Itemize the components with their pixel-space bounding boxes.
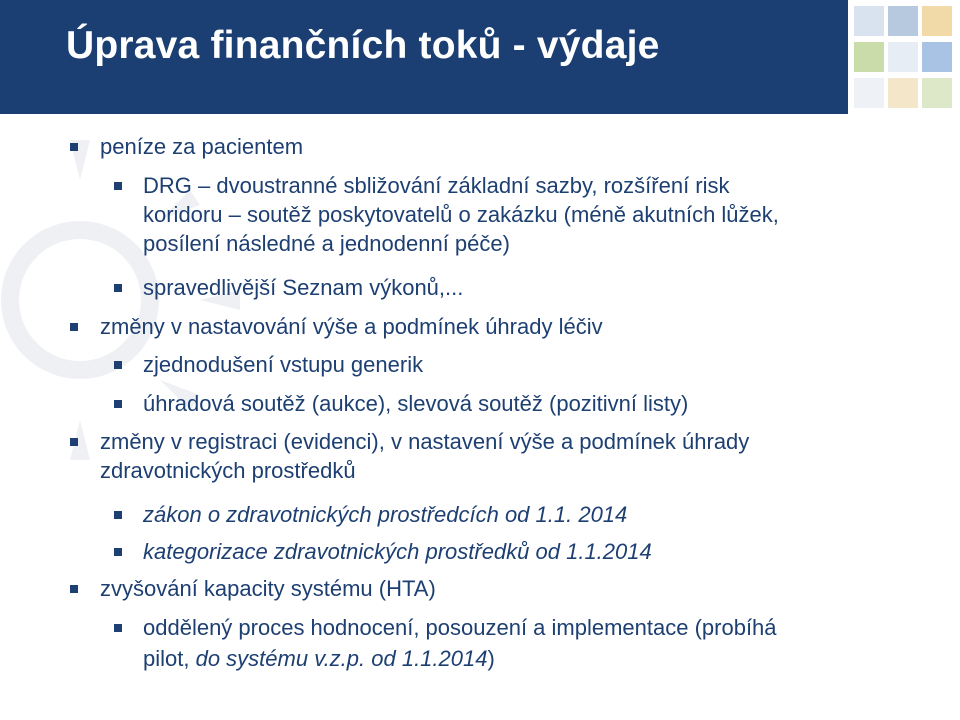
bullet-text: úhradová soutěž (aukce), slevová soutěž (pozitivní listy) [143, 391, 689, 416]
bullet-text: zjednodušení vstupu generik [143, 352, 424, 377]
text-segment: pilot, [143, 646, 196, 671]
bullet-marker [114, 511, 122, 519]
bullet-marker [70, 323, 78, 331]
bullet-text-continuation: koridoru – soutěž poskytovatelů o zakázku (méně akutních lůžek, [143, 202, 779, 227]
bullet-text: změny v registraci (evidenci), v nastavení výše a podmínek úhrady [100, 429, 750, 454]
bullet-marker [114, 284, 122, 292]
bullet-marker [114, 624, 122, 632]
bullet-marker [70, 585, 78, 593]
bullet-text: změny v nastavování výše a podmínek úhrady léčiv [100, 314, 603, 339]
slide-title: Úprava finančních toků - výdaje [66, 24, 660, 67]
text-segment-italic: do systému v.z.p. od 1.1.2014 [195, 646, 488, 671]
bullet-marker [114, 400, 122, 408]
bullet-text-continuation: zdravotnických prostředků [100, 458, 356, 483]
bullet-marker [70, 143, 78, 151]
bullet-text: DRG – dvoustranné sbližování základní sazby, rozšíření risk [143, 173, 730, 198]
bullet-marker [70, 438, 78, 446]
bullet-marker [114, 548, 122, 556]
bullet-text: zvyšování kapacity systému (HTA) [100, 576, 436, 601]
bullet-marker [114, 361, 122, 369]
bullet-marker [114, 182, 122, 190]
text-segment: ) [487, 646, 495, 671]
bullet-text: kategorizace zdravotnických prostředků od 1.1.2014 [143, 539, 652, 564]
bullet-text: peníze za pacientem [100, 134, 304, 159]
bullet-text: oddělený proces hodnocení, posouzení a implementace (probíhá [143, 615, 777, 640]
bullet-text-continuation: posílení následné a jednodenní péče) [143, 231, 510, 256]
bullet-text: zákon o zdravotnických prostředcích od 1.1. 2014 [143, 502, 628, 527]
bullet-text: spravedlivější Seznam výkonů,... [143, 275, 464, 300]
bullet-text-continuation [143, 645, 495, 672]
